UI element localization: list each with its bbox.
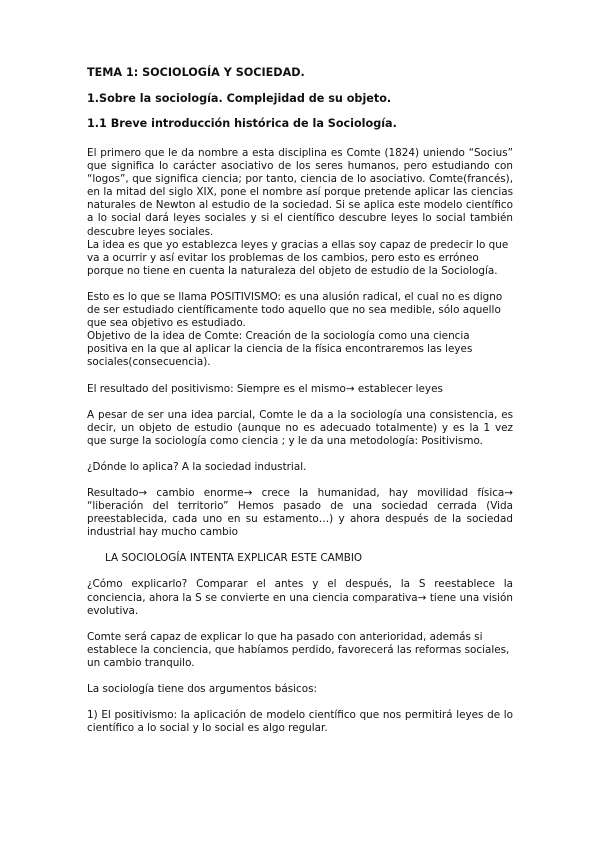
paragraph-comte-intro: El primero que le da nombre a esta disciplina es Comte (1824) uniendo “Socius” que significa lo carácter asociativo de los seres humanos, pero estudiando con “logos”, que significa ciencia; por tanto, ciencia de lo asociativo. Comte(francés), en la mitad del siglo XIX, pone el nombre así porque pretende aplicar las ciencias naturales de Newton al estudio de la sociedad. Si se aplica este modelo científico a lo social dará leyes sociales y si el científico descubre leyes lo social también descubre leyes sociales. xyxy=(87,147,513,238)
paragraph-explicar-cambio: LA SOCIOLOGÍA INTENTA EXPLICAR ESTE CAMBIO xyxy=(105,552,363,565)
paragraph-argumentos: La sociología tiene dos argumentos básicos: xyxy=(87,683,318,695)
document-title: TEMA 1: SOCIOLOGÍA Y SOCIEDAD. xyxy=(87,66,305,79)
paragraph-idea-parcial: A pesar de ser una idea parcial, Comte le da a la sociología una consistencia, es decir, un objeto de estudio (aunque no es adecuado totalmente) y es la 1 vez que surge la sociología como ciencia ; y le da una metodología: Positivismo. xyxy=(87,408,513,447)
document-page xyxy=(87,66,513,735)
paragraph-positivismo: Esto es lo que se llama POSITIVISMO: es una alusión radical, el cual no es digno de ser estudiado científicamente todo aquello que no sea medible, sólo aquello que sea objetivo es estudiado. xyxy=(87,290,503,330)
paragraph-donde-aplica: ¿Dónde lo aplica? A la sociedad industrial. xyxy=(87,460,307,473)
paragraph-resultado-cambio: Resultado→ cambio enorme→ crece la humanidad, hay movilidad física→ “liberación del territorio” Hemos pasado de una sociedad cerrada (Vida preestablecida, cada uno en su estamento…) y ahora después de la sociedad industrial hay mucho cambio xyxy=(87,486,513,539)
paragraph-como-explicarlo: ¿Cómo explicarlo? Comparar el antes y el después, la S reestablece la conciencia, ahora la S se convierte en una ciencia comparativa→ tiene una visión evolutiva. xyxy=(87,578,513,617)
paragraph-leyes: La idea es que yo establezca leyes y gracias a ellas soy capaz de predecir lo que va a ocurrir y así evitar los problemas de los cambios, pero esto es erróneo porque no tiene en cuenta la naturaleza del objeto de estudio de la Sociología. xyxy=(87,238,509,277)
paragraph-reformas: Comte será capaz de explicar lo que ha pasado con anterioridad, además si establece la conciencia, que habíamos perdido, favorecerá las reformas sociales, un cambio tranquilo. xyxy=(87,630,510,669)
paragraph-resultado-positivismo: El resultado del positivismo: Siempre es el mismo→ establecer leyes xyxy=(87,382,443,395)
paragraph-objetivo: Objetivo de la idea de Comte: Creación de la sociología como una ciencia positiva en la que al aplicar la ciencia de la física encontraremos las leyes sociales(consecuencia). xyxy=(87,330,473,369)
subsection-heading: 1.1 Breve introducción histórica de la Sociología. xyxy=(87,117,397,130)
list-item-positivismo: 1) El positivismo: la aplicación de modelo científico que nos permitirá leyes de lo científico a lo social y lo social es algo regular. xyxy=(87,709,513,735)
section-heading: 1.Sobre la sociología. Complejidad de su objeto. xyxy=(87,92,392,105)
